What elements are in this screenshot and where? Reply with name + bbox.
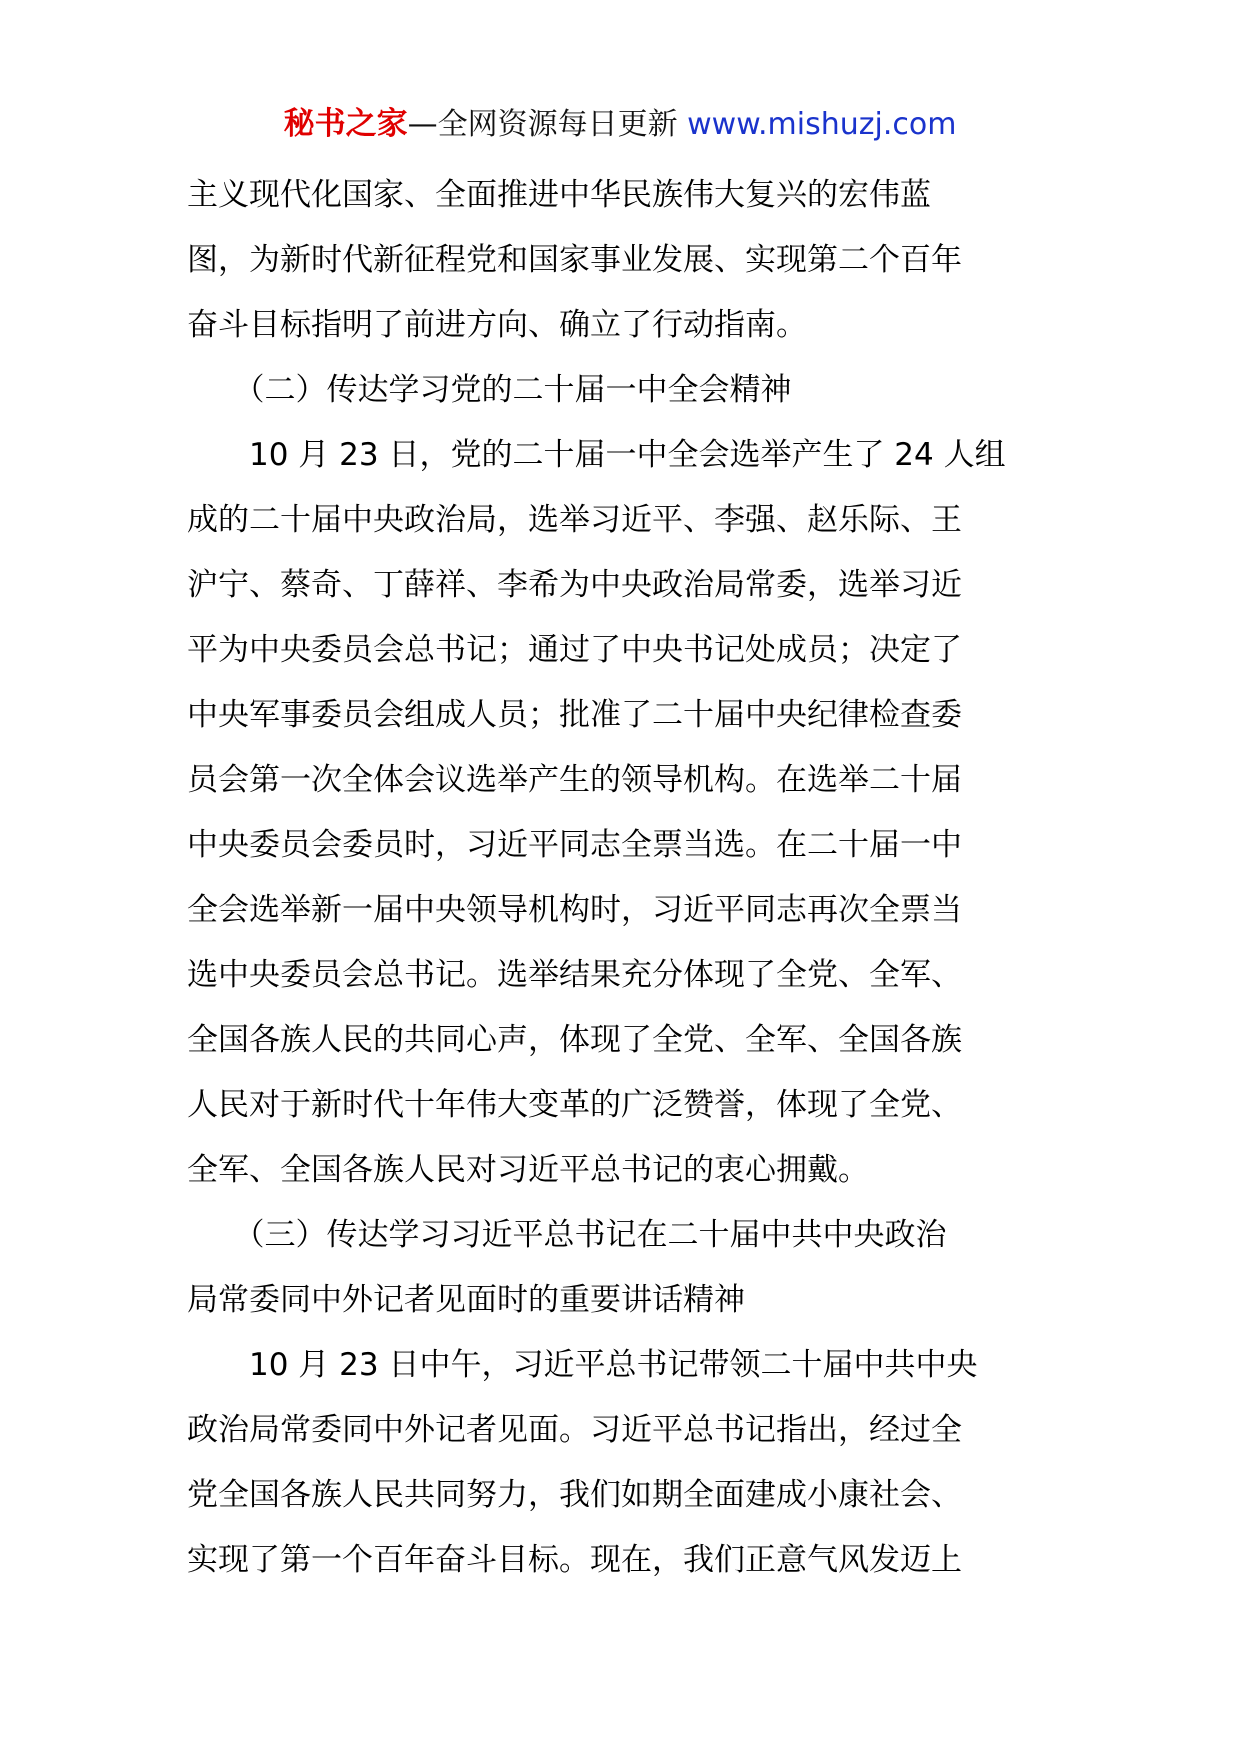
text-line: 政治局常委同中外记者见面。习近平总书记指出，经过全: [187, 1412, 962, 1448]
section-heading-3: （三）传达学习习近平总书记在二十届中共中央政治: [187, 1217, 947, 1253]
text-line: 10 月 23 日，党的二十届一中全会选举产生了 24 人组: [187, 437, 1006, 473]
text-line: 成的二十届中央政治局，选举习近平、李强、赵乐际、王: [187, 502, 962, 538]
text-line: 中央军事委员会组成人员；批准了二十届中央纪律检查委: [187, 697, 962, 733]
text-line: 奋斗目标指明了前进方向、确立了行动指南。: [187, 307, 807, 343]
text-line: 全国各族人民的共同心声，体现了全党、全军、全国各族: [187, 1022, 962, 1058]
text-line: 党全国各族人民共同努力，我们如期全面建成小康社会、: [187, 1477, 962, 1513]
text-line: 图，为新时代新征程党和国家事业发展、实现第二个百年: [187, 242, 962, 278]
site-header: [0, 102, 1240, 147]
text-line: 选中央委员会总书记。选举结果充分体现了全党、全军、: [187, 957, 962, 993]
section-heading-3-cont: 局常委同中外记者见面时的重要讲话精神: [187, 1282, 745, 1318]
text-line: 人民对于新时代十年伟大变革的广泛赞誉，体现了全党、: [187, 1087, 962, 1123]
text-line: 实现了第一个百年奋斗目标。现在，我们正意气风发迈上: [187, 1542, 962, 1578]
section-heading-2: （二）传达学习党的二十届一中全会精神: [187, 372, 792, 408]
text-line: 全军、全国各族人民对习近平总书记的衷心拥戴。: [187, 1152, 869, 1188]
text-line: 主义现代化国家、全面推进中华民族伟大复兴的宏伟蓝: [187, 177, 931, 213]
site-url-link[interactable]: www.mishuzj.com: [687, 107, 957, 142]
text-line: 员会第一次全体会议选举产生的领导机构。在选举二十届: [187, 762, 962, 798]
text-line: 平为中央委员会总书记；通过了中央书记处成员；决定了: [187, 632, 962, 668]
text-line: 10 月 23 日中午，习近平总书记带领二十届中共中央: [187, 1347, 978, 1383]
text-line: 沪宁、蔡奇、丁薛祥、李希为中央政治局常委，选举习近: [187, 567, 962, 603]
document-body: [187, 163, 1055, 1593]
text-line: 全会选举新一届中央领导机构时，习近平同志再次全票当: [187, 892, 962, 928]
header-tagline: —全网资源每日更新: [407, 107, 688, 142]
site-brand: 秘书之家: [283, 106, 408, 142]
text-line: 中央委员会委员时，习近平同志全票当选。在二十届一中: [187, 827, 962, 863]
